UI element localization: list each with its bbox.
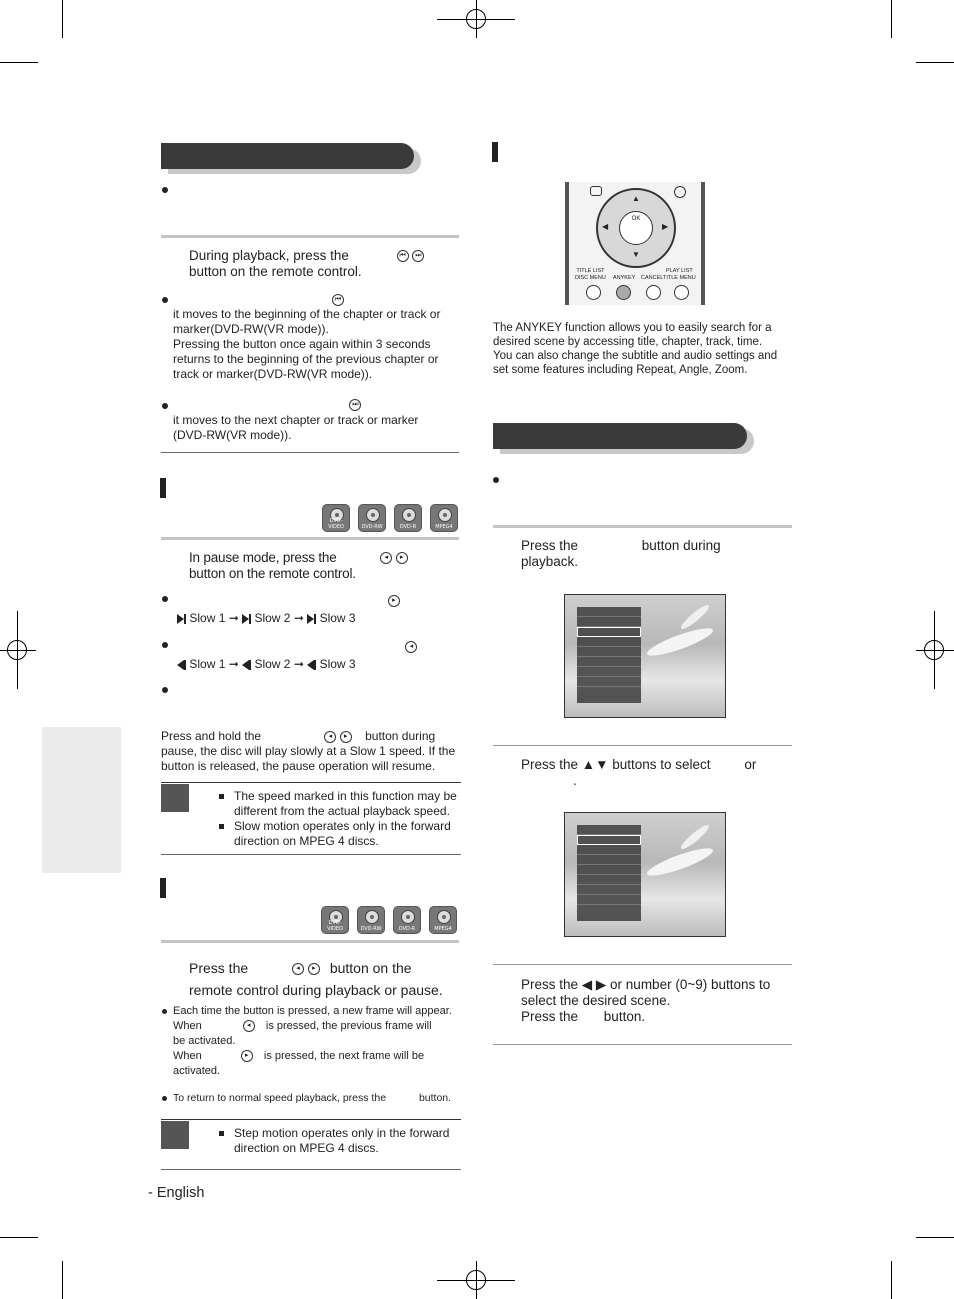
down-arrow-icon: ▼ (632, 250, 640, 259)
return-icon (674, 186, 686, 198)
bird-shape (645, 843, 716, 880)
text-line: button on the (329, 960, 412, 976)
arrow-right-icon: ➞ (293, 611, 308, 625)
skip-next-icon: ⏭ (412, 250, 424, 262)
skip-step-line-1: During playback, press the (189, 248, 349, 263)
rule (493, 1044, 792, 1045)
text-line: be activated. (173, 1035, 236, 1047)
slow-reverse-icon: ◂ (405, 641, 417, 653)
slow-forward-icon (242, 614, 249, 624)
section-marker-slow (160, 478, 166, 498)
slow-reverse-icon (307, 660, 314, 670)
text-line: Each time the button is pressed, a new frame will appear. (173, 1005, 452, 1017)
remote-title-list-button (586, 285, 601, 300)
disc-dvd-rw-icon: DVD-RW (357, 906, 385, 934)
rule (161, 854, 461, 855)
bullet (162, 687, 168, 693)
disc-dvd-r-icon: DVD-R (394, 504, 422, 532)
crop-mark (891, 1261, 892, 1299)
step-bullet-1 (173, 1004, 463, 1079)
note-text: direction on MPEG 4 discs. (234, 834, 379, 848)
skip-prev-description (173, 307, 463, 382)
disc-dvd-video-icon: DVD-VIDEO (321, 906, 349, 934)
crop-mark (476, 1261, 477, 1299)
up-arrow-icon: ▲ (632, 194, 640, 203)
slow-forward-icon: ▸ (388, 595, 400, 607)
text-line: In pause mode, press the (189, 550, 337, 565)
text-line: it moves to the next chapter or track or marker (173, 413, 419, 427)
text-line: You can also change the subtitle and audio settings and (493, 350, 778, 362)
text-line: Press the ◀ ▶ or number (0~9) buttons to (521, 977, 771, 992)
disc-dvd-r-icon: DVD-R (393, 906, 421, 934)
skip-next-description (173, 413, 463, 443)
skip-prev-icon: ⏮ (332, 294, 344, 306)
screen-image-2 (564, 812, 726, 937)
onscreen-menu (577, 607, 641, 703)
crop-mark (916, 1237, 954, 1238)
slow-step-text (189, 550, 469, 582)
crop-mark (62, 0, 63, 38)
slow-step-label: Slow 1 (189, 611, 226, 625)
crop-mark (916, 62, 954, 63)
note-pencil-icon (161, 784, 189, 812)
text-line: select the desired scene. (521, 993, 671, 1008)
text-line: button during (365, 729, 436, 743)
skip-step-text (189, 248, 469, 280)
remote-anykey-button (616, 285, 631, 300)
anykey-step-3 (521, 977, 791, 1025)
text-line: button. (418, 1092, 452, 1104)
rule (161, 782, 461, 783)
left-arrow-icon: ◀ (602, 222, 609, 231)
slow-step-label: Slow 3 (319, 657, 356, 671)
note-text: Slow motion operates only in the forward (234, 819, 451, 833)
slow-forward-icon: ▸ (340, 731, 352, 743)
disc-dvd-video-icon: DVD-VIDEO (322, 504, 350, 532)
slow-step-label: Slow 1 (189, 657, 226, 671)
bullet (162, 403, 168, 409)
crop-mark (891, 0, 892, 38)
disc-dvd-rw-icon: DVD-RW (358, 504, 386, 532)
screen-image-1 (564, 594, 726, 718)
bullet (162, 297, 168, 303)
slow-hold-text (161, 729, 461, 774)
rule (161, 1119, 461, 1120)
remote-label-play-list: PLAY LIST TITLE MENU (663, 268, 696, 281)
text-line: Press the (521, 538, 579, 553)
rule (161, 537, 459, 540)
crop-mark (0, 650, 36, 651)
skip-prev-icon: ⏮ (397, 250, 409, 262)
step-forward-icon: ▸ (308, 963, 320, 975)
text-line: playback. (521, 554, 579, 569)
step-reverse-icon: ◂ (243, 1020, 255, 1032)
text-line: Press the ▲▼ buttons to select (521, 757, 711, 772)
text-line: set some features including Repeat, Angle, Zoom. (493, 364, 748, 376)
crop-mark (17, 611, 18, 689)
slow-reverse-icon: ◂ (380, 552, 392, 564)
remote-ok-label: OK (631, 216, 641, 222)
crop-mark (916, 650, 954, 651)
step-reverse-icon: ◂ (292, 963, 304, 975)
slow-forward-steps (177, 611, 356, 626)
text-line: marker(DVD-RW(VR mode)). (173, 322, 329, 336)
slow-step-label: Slow 2 (254, 657, 291, 671)
note-pencil-icon (161, 1121, 189, 1149)
arrow-right-icon: ➞ (228, 657, 243, 671)
section-marker-anykey (492, 142, 498, 162)
bullet (162, 596, 168, 602)
section-header-anykey (493, 423, 747, 449)
text-line: button on the remote control. (189, 566, 356, 581)
remote-ok-button (619, 211, 653, 245)
crop-mark (0, 1237, 38, 1238)
slow-reverse-icon (177, 660, 184, 670)
text-line: When (173, 1020, 202, 1032)
section-marker-step (160, 878, 166, 898)
arrow-right-icon: ➞ (228, 611, 243, 625)
anykey-step-2 (521, 757, 791, 789)
step-step-text (189, 957, 469, 1001)
note-text: direction on MPEG 4 discs. (234, 1141, 379, 1155)
rule (493, 745, 792, 746)
text-line: . (573, 773, 577, 788)
text-line: Press and hold the (161, 729, 262, 743)
text-line: (DVD-RW(VR mode)). (173, 428, 292, 442)
step-bullet-2 (173, 1091, 463, 1105)
bird-shape (645, 623, 716, 660)
bullet (162, 1096, 167, 1101)
slow-reverse-steps (177, 657, 356, 672)
slow-reverse-icon: ◂ (324, 731, 336, 743)
text-line: desired scene by accessing title, chapter, track, time. (493, 336, 763, 348)
note-text: Step motion operates only in the forward (234, 1126, 450, 1140)
rule (493, 525, 792, 528)
crop-mark (62, 1261, 63, 1299)
remote-label-cancel: CANCEL (641, 275, 664, 281)
rule (161, 940, 459, 943)
text-line: activated. (173, 1065, 221, 1077)
slow-reverse-icon (242, 660, 249, 670)
crop-mark (934, 611, 935, 689)
slow-forward-icon: ▸ (396, 552, 408, 564)
text-line: To return to normal speed playback, press the (173, 1092, 387, 1104)
crop-mark (0, 62, 38, 63)
rule (493, 964, 792, 965)
text-line: button during (641, 538, 721, 553)
anykey-intro (493, 321, 793, 377)
skip-step-line-2: button on the remote control. (189, 264, 362, 279)
text-line: or (744, 757, 757, 772)
remote-label-title-list: TITLE LIST DISC MENU (575, 268, 606, 281)
text-line: track or marker(DVD-RW(VR mode)). (173, 367, 373, 381)
crop-mark (476, 0, 477, 38)
text-line: The ANYKEY function allows you to easily search for a (493, 322, 772, 334)
slow-step-label: Slow 3 (319, 611, 356, 625)
text-line: Pressing the button once again within 3 seconds (173, 337, 431, 351)
remote-cancel-button (646, 285, 661, 300)
side-tab (42, 727, 121, 873)
bullet (162, 1009, 167, 1014)
text-line: is pressed, the previous frame will (265, 1020, 432, 1032)
slow-forward-icon (307, 614, 314, 624)
page-label: - English (148, 1185, 205, 1201)
slow-step-label: Slow 2 (254, 611, 291, 625)
bullet (493, 477, 499, 483)
text-line: Press the (521, 1009, 579, 1024)
text-line: is pressed, the next frame will be (263, 1050, 425, 1062)
bullet (162, 187, 168, 193)
text-line: button is released, the pause operation will resume. (161, 759, 436, 773)
remote-control-illustration (565, 182, 705, 305)
onscreen-menu (577, 825, 641, 921)
bullet (162, 642, 168, 648)
remote-label-anykey: ANYKEY (613, 275, 636, 281)
right-arrow-icon: ▶ (662, 222, 669, 231)
rule (161, 1169, 461, 1170)
skip-next-icon: ⏭ (349, 399, 361, 411)
rule (161, 452, 459, 453)
text-line: button. (603, 1009, 646, 1024)
step-notes (219, 1126, 464, 1156)
anykey-step-1 (521, 538, 781, 570)
text-line: it moves to the beginning of the chapter or track or (173, 307, 441, 321)
arrow-right-icon: ➞ (293, 657, 308, 671)
step-forward-icon: ▸ (241, 1050, 253, 1062)
section-header-skip (161, 143, 414, 169)
text-line: remote control during playback or pause. (189, 982, 443, 998)
note-text: different from the actual playback speed. (234, 804, 450, 818)
remote-play-list-button (674, 285, 689, 300)
slow-forward-icon (177, 614, 184, 624)
text-line: Press the (189, 960, 249, 976)
slow-notes (219, 789, 464, 849)
text-line: When (173, 1050, 202, 1062)
rule (161, 235, 459, 238)
text-line: returns to the beginning of the previous chapter or (173, 352, 439, 366)
disc-mpeg4-icon: MPEG4 (430, 504, 458, 532)
menu-icon (590, 186, 602, 196)
text-line: pause, the disc will play slowly at a Slow 1 speed. If the (161, 744, 456, 758)
note-text: The speed marked in this function may be (234, 789, 457, 803)
disc-mpeg4-icon: MPEG4 (429, 906, 457, 934)
